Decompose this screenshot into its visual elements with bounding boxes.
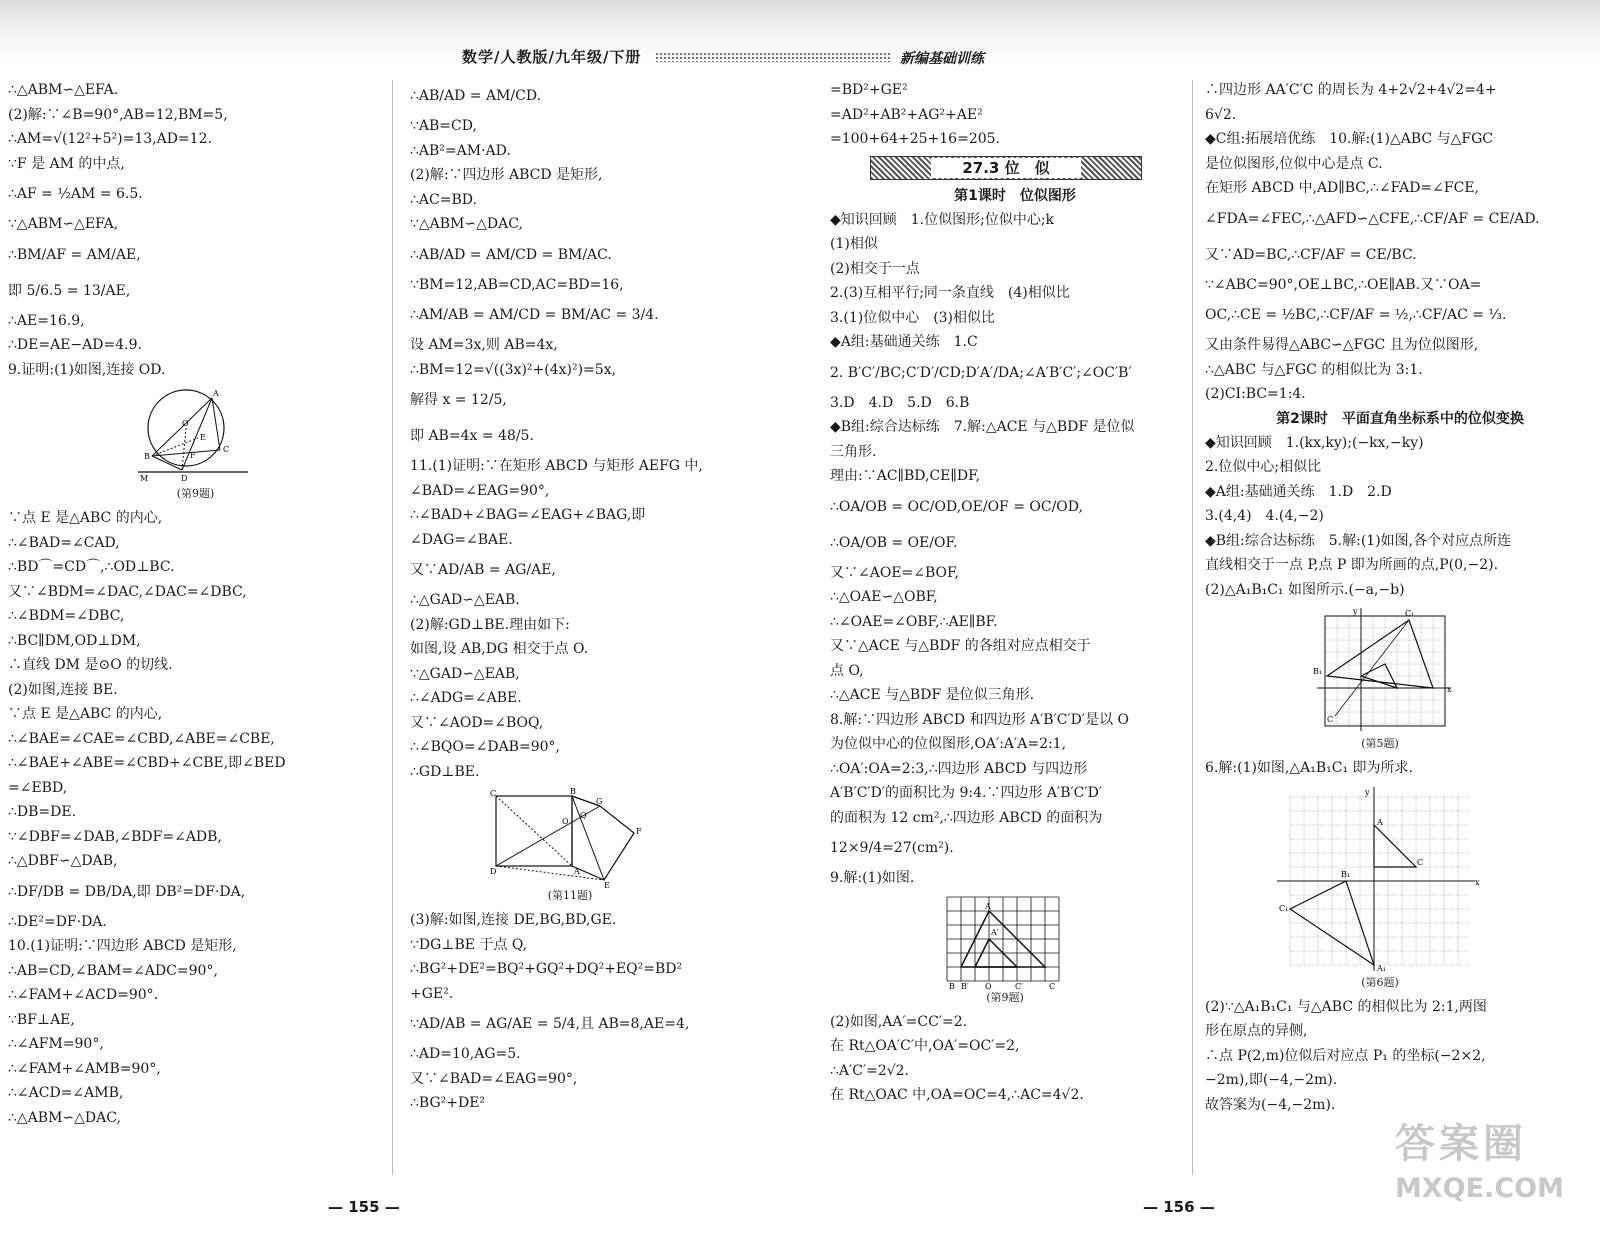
text-line: ∴∠BQO=∠DAB=90°, bbox=[410, 739, 560, 755]
text-line: ∴GD⊥BE. bbox=[410, 763, 480, 780]
svg-text:C: C bbox=[1049, 981, 1056, 990]
svg-text:A: A bbox=[574, 867, 580, 876]
svg-text:C′: C′ bbox=[1015, 981, 1023, 990]
column-3 bbox=[830, 78, 1200, 1108]
svg-text:Q: Q bbox=[580, 811, 587, 820]
svg-text:A′: A′ bbox=[991, 927, 999, 937]
text-line: ∴∠BDM=∠DBC, bbox=[8, 608, 125, 624]
text-line: ∴AF = ½AM = 6.5. bbox=[8, 186, 143, 202]
svg-text:B: B bbox=[144, 452, 150, 461]
text-line: 6√2. bbox=[1205, 106, 1237, 123]
text-line: ∠FDA=∠FEC,∴△AFD∽△CFE,∴CF/AF = CE/AD. bbox=[1205, 210, 1540, 227]
text-line: ∴BC∥DM,OD⊥DM, bbox=[8, 632, 141, 649]
svg-text:y: y bbox=[1365, 787, 1370, 797]
svg-text:F: F bbox=[190, 451, 196, 460]
text-line: (3)解:如图,连接 DE,BG,BD,GE. bbox=[410, 912, 617, 928]
text-line: ∴∠FAM+∠AMB=90°, bbox=[8, 1060, 161, 1077]
text-line: ∴BG²+DE²=BQ²+GQ²+DQ²+EQ²=BD² bbox=[410, 961, 683, 977]
text-line: 9.解:(1)如图. bbox=[830, 870, 915, 886]
text-line: 解得 x = 12/5, bbox=[410, 392, 507, 408]
text-line: 又∵∠BDM=∠DAC,∠DAC=∠DBC, bbox=[8, 583, 247, 600]
text-line: 点 O, bbox=[830, 662, 864, 679]
text-line: ∴AD=10,AG=5. bbox=[410, 1046, 521, 1062]
text-line: (2)如图,连接 BE. bbox=[8, 681, 118, 698]
column-divider bbox=[392, 80, 393, 1175]
svg-text:O: O bbox=[562, 817, 569, 826]
text-line: ∴∠BAE=∠CAE=∠CBD,∠ABE=∠CBE, bbox=[8, 730, 275, 747]
text-line: (2)解:∵∠B=90°,AB=12,BM=5, bbox=[8, 106, 228, 123]
text-line: ∵点 E 是△ABC 的内心, bbox=[8, 510, 163, 526]
text-line: 又∵∠BAD=∠EAG=90°, bbox=[410, 1070, 578, 1087]
lesson-subtitle-2: 第2课时 平面直角坐标系中的位似变换 bbox=[1276, 410, 1524, 427]
text-line: 6.解:(1)如图,△A₁B₁C₁ 即为所求. bbox=[1205, 760, 1413, 776]
text-line: (2)解:∵四边形 ABCD 是矩形, bbox=[410, 167, 603, 183]
text-line: ∵BF⊥AE, bbox=[8, 1011, 75, 1028]
text-line: ∴点 P(2,m)位似后对应点 P₁ 的坐标(−2×2, bbox=[1205, 1047, 1486, 1064]
text-line: =∠EBD, bbox=[8, 779, 68, 796]
svg-text:C: C bbox=[223, 445, 230, 454]
text-line: OC,∴CE = ½BC,∴CF/AF = ½,∴CF/AC = ⅓. bbox=[1205, 307, 1507, 323]
text-line: ◆A组:基础通关练 1.C bbox=[830, 334, 978, 350]
text-line: 又由条件易得△ABC∽△FGC 且为位似图形, bbox=[1205, 337, 1479, 353]
text-line: ◆B组:综合达标练 5.解:(1)如图,各个对应点所连 bbox=[1205, 532, 1512, 549]
text-line: 形在原点的异侧, bbox=[1205, 1023, 1308, 1039]
svg-text:M: M bbox=[140, 474, 149, 483]
svg-text:E: E bbox=[604, 881, 610, 888]
svg-text:C: C bbox=[490, 789, 497, 798]
column-1 bbox=[8, 78, 368, 1130]
figure-caption: (第5题) bbox=[1361, 737, 1399, 750]
text-line: 3.(1)位似中心 (3)相似比 bbox=[830, 309, 996, 326]
svg-text:O: O bbox=[985, 981, 992, 990]
text-line: ∴∠BAD+∠BAG=∠EAG+∠BAG,即 bbox=[410, 507, 646, 523]
text-line: ∴BM=12=√((3x)²+(4x)²)=5x, bbox=[410, 361, 617, 378]
text-line: ∴BM/AF = AM/AE, bbox=[8, 246, 141, 263]
text-line: ∴∠OAE=∠OBF,∴AE∥BF. bbox=[830, 613, 998, 630]
text-line: ∴AC=BD. bbox=[410, 191, 477, 208]
text-line: ∴∠BAD=∠CAD, bbox=[8, 534, 120, 551]
header-title: 数学/人教版/九年级/下册 bbox=[462, 48, 642, 66]
text-line: ◆C组:拓展培优练 10.解:(1)△ABC 与△FGC bbox=[1205, 131, 1493, 147]
text-line: 即 5/6.5 = 13/AE, bbox=[8, 282, 131, 299]
text-line: ∴△GAD∽△EAB. bbox=[410, 592, 520, 608]
text-line: 理由:∵AC∥BD,CE∥DF, bbox=[830, 468, 981, 484]
svg-text:C: C bbox=[1417, 857, 1424, 867]
text-line: ∴AB=CD,∠BAM=∠ADC=90°, bbox=[8, 962, 218, 979]
svg-text:A₁: A₁ bbox=[1377, 963, 1386, 973]
text-line: ∠BAD=∠EAG=90°, bbox=[410, 482, 550, 499]
column-4 bbox=[1205, 78, 1595, 1117]
svg-text:B₁: B₁ bbox=[1313, 667, 1323, 676]
text-line: 9.证明:(1)如图,连接 OD. bbox=[8, 361, 166, 378]
text-line: A′B′C′D′的面积比为 9:4.∵四边形 A′B′C′D′ bbox=[830, 785, 1102, 801]
text-line: 如图,设 AB,DG 相交于点 O. bbox=[410, 641, 589, 657]
text-line: ∵△GAD∽△EAB, bbox=[410, 665, 520, 682]
text-line: =100+64+25+16=205. bbox=[830, 131, 1000, 147]
text-line: 11.(1)证明:∵在矩形 ABCD 与矩形 AEFG 中, bbox=[410, 458, 703, 474]
text-line: ∴∠AFM=90°, bbox=[8, 1036, 104, 1052]
watermark-logo bbox=[1395, 1112, 1595, 1237]
text-line: ∴∠FAM+∠ACD=90°. bbox=[8, 987, 159, 1003]
text-line: 2.位似中心;相似比 bbox=[1205, 459, 1322, 475]
text-line: 的面积为 12 cm²,∴四边形 ABCD 的面积为 bbox=[830, 809, 1103, 826]
column-2 bbox=[410, 78, 785, 1116]
text-line: 设 AM=3x,则 AB=4x, bbox=[410, 337, 558, 353]
text-line: 在 Rt△OA′C′中,OA′=OC′=2, bbox=[830, 1038, 1020, 1054]
svg-text:A: A bbox=[213, 389, 219, 398]
text-line: ∴OA/OB = OC/OD,OE/OF = OC/OD, bbox=[830, 498, 1083, 515]
figure-caption: (第11题) bbox=[547, 889, 593, 902]
watermark-url: MXQE.COM bbox=[1395, 1173, 1564, 1204]
text-line: ∴AB/AD = AM/CD. bbox=[410, 88, 542, 104]
text-line: 12×9/4=27(cm²). bbox=[830, 840, 954, 856]
text-line: (2)如图,AA′=CC′=2. bbox=[830, 1013, 968, 1030]
text-line: ∵F 是 AM 的中点, bbox=[8, 155, 125, 172]
text-line: ∴△ABC 与△FGC 的相似比为 3:1. bbox=[1205, 361, 1423, 378]
text-line: ∠DAG=∠BAE. bbox=[410, 531, 513, 548]
section-title-box bbox=[870, 156, 1142, 180]
svg-text:G: G bbox=[596, 797, 603, 806]
text-line: ∵DG⊥BE 于点 Q, bbox=[410, 936, 528, 953]
svg-text:A: A bbox=[985, 901, 991, 911]
text-line: ∴△ABM∽△DAC, bbox=[8, 1109, 121, 1126]
text-line: (2)△A₁B₁C₁ 如图所示.(−a,−b) bbox=[1205, 581, 1405, 598]
text-line: ◆A组:基础通关练 1.D 2.D bbox=[1205, 483, 1392, 500]
svg-text:D: D bbox=[181, 474, 188, 483]
header-brand: 新编基础训练 bbox=[900, 51, 984, 67]
text-line: ∴△OAE∽△OBF, bbox=[830, 589, 938, 605]
text-line: (2)解:GD⊥BE.理由如下: bbox=[410, 616, 570, 633]
page-number-left: — 155 — bbox=[328, 1198, 400, 1216]
text-line: 三角形. bbox=[830, 443, 877, 460]
text-line: ∴AB/AD = AM/CD = BM/AC. bbox=[410, 246, 612, 263]
watermark-text: 答案圈 bbox=[1395, 1121, 1527, 1167]
svg-text:F: F bbox=[636, 827, 642, 836]
text-line: ∴BG²+DE² bbox=[410, 1095, 486, 1111]
text-line: 3.(4,4) 4.(4,−2) bbox=[1205, 508, 1324, 524]
text-line: ∵∠DBF=∠DAB,∠BDF=∠ADB, bbox=[8, 828, 222, 845]
figure-caption: (第6题) bbox=[1361, 975, 1399, 989]
text-line: ∴四边形 AA′C′C 的周长为 4+2√2+4√2=4+ bbox=[1205, 82, 1497, 98]
text-line: ∴DB=DE. bbox=[8, 804, 77, 820]
text-line: 8.解:∵四边形 ABCD 和四边形 A′B′C′D′是以 O bbox=[830, 711, 1129, 728]
svg-text:C: C bbox=[1327, 715, 1334, 724]
text-line: ∴∠ADG=∠ABE. bbox=[410, 690, 522, 706]
text-line: ∴DE=AE−AD=4.9. bbox=[8, 337, 142, 353]
svg-text:B₁: B₁ bbox=[1341, 869, 1351, 879]
header-dot-pattern bbox=[655, 52, 890, 62]
text-line: (2)CI:BC=1:4. bbox=[1205, 386, 1306, 402]
coordinate-grid-6 bbox=[1275, 785, 1485, 975]
text-line: ∴△ACE 与△BDF 是位似三角形. bbox=[830, 687, 1035, 703]
text-line: ∵AB=CD, bbox=[410, 118, 477, 134]
svg-text:E: E bbox=[200, 433, 206, 442]
svg-text:B: B bbox=[570, 788, 576, 796]
text-line: ∴OA/OB = OE/OF. bbox=[830, 534, 958, 551]
text-line: ∴∠ACD=∠AMB, bbox=[8, 1085, 124, 1101]
text-line: 又∵△ACE 与△BDF 的各组对应点相交于 bbox=[830, 638, 1091, 654]
text-line: +GE². bbox=[410, 985, 454, 1002]
text-line: ∴OA′:OA=2:3,∴四边形 ABCD 与四边形 bbox=[830, 760, 1088, 777]
text-line: 又∵∠AOE=∠BOF, bbox=[830, 564, 960, 581]
text-line: ∴直线 DM 是⊙O 的切线. bbox=[8, 657, 173, 673]
svg-text:D: D bbox=[490, 867, 497, 876]
rectangle-diagram bbox=[490, 788, 650, 888]
svg-text:y: y bbox=[1353, 607, 1358, 616]
text-line: 是位似图形,位似中心是点 C. bbox=[1205, 155, 1383, 172]
text-line: ∴DE²=DF·DA. bbox=[8, 913, 107, 930]
svg-text:C₁: C₁ bbox=[1405, 609, 1415, 618]
text-line: ∴A′C′=2√2. bbox=[830, 1062, 910, 1079]
text-line: 故答案为(−4,−2m). bbox=[1205, 1096, 1336, 1113]
text-line: 在 Rt△OAC 中,OA=OC=4,∴AC=4√2. bbox=[830, 1087, 1084, 1103]
text-line: 又∵AD/AB = AG/AE, bbox=[410, 562, 556, 578]
text-line: 即 AB=4x = 48/5. bbox=[410, 428, 534, 444]
text-line: 10.(1)证明:∵四边形 ABCD 是矩形, bbox=[8, 938, 237, 954]
figure-9-grid bbox=[945, 895, 1200, 1006]
figure-caption: (第9题) bbox=[986, 990, 1024, 1004]
text-line: ∵△ABM∽△DAC, bbox=[410, 216, 523, 232]
figure-9-circle bbox=[138, 386, 368, 502]
text-line: 在矩形 ABCD 中,AD∥BC,∴∠FAD=∠FCE, bbox=[1205, 180, 1479, 196]
text-line: 又∵∠AOD=∠BOQ, bbox=[410, 714, 544, 731]
figure-5-coordinate-grid bbox=[1305, 606, 1595, 752]
svg-text:B: B bbox=[949, 981, 955, 990]
text-line: ∴AB²=AM·AD. bbox=[410, 142, 511, 159]
text-line: ∴BD⌒=CD⌒,∴OD⊥BC. bbox=[8, 559, 175, 575]
text-line: 3.D 4.D 5.D 6.B bbox=[830, 394, 970, 411]
text-line: ∴△DBF∽△DAB, bbox=[8, 853, 118, 869]
svg-text:x: x bbox=[1447, 685, 1452, 694]
text-line: ∴AM=√(12²+5²)=13,AD=12. bbox=[8, 131, 212, 147]
text-line: =BD²+GE² bbox=[830, 82, 908, 98]
svg-text:B′: B′ bbox=[961, 981, 969, 990]
figure-caption: (第9题) bbox=[176, 487, 215, 500]
text-line: ◆B组:综合达标练 7.解:△ACE 与△BDF 是位似 bbox=[830, 419, 1135, 435]
text-line: =AD²+AB²+AG²+AE² bbox=[830, 106, 983, 123]
circle-diagram bbox=[138, 386, 253, 486]
page-header bbox=[0, 0, 1600, 70]
text-line: ∵BM=12,AB=CD,AC=BD=16, bbox=[410, 276, 624, 293]
text-line: ∴△ABM∽△EFA. bbox=[8, 82, 119, 98]
text-line: ◆知识回顾 1.位似图形;位似中心;k bbox=[830, 211, 1055, 228]
svg-text:A: A bbox=[1377, 817, 1383, 827]
text-line: (2)相交于一点 bbox=[830, 260, 920, 277]
text-line: 为位似中心的位似图形,OA′:A′A=2:1, bbox=[830, 736, 1067, 752]
text-line: ∴AM/AB = AM/CD = BM/AC = 3/4. bbox=[410, 307, 659, 323]
text-line: ∵∠ABC=90°,OE⊥BC,∴OE∥AB.又∵OA= bbox=[1205, 276, 1482, 293]
text-line: (2)∵△A₁B₁C₁ 与△ABC 的相似比为 2:1,两图 bbox=[1205, 998, 1487, 1015]
text-line: ∴DF/DB = DB/DA,即 DB²=DF·DA, bbox=[8, 883, 246, 900]
text-line: 2. B′C′/BC;C′D′/CD;D′A′/DA;∠A′B′C′;∠OC′B′ bbox=[830, 364, 1132, 381]
svg-text:O: O bbox=[182, 419, 189, 428]
text-line: 2.(3)互相平行;同一条直线 (4)相似比 bbox=[830, 285, 1070, 301]
figure-11-rectangles bbox=[490, 788, 785, 904]
text-line: ∴AE=16.9, bbox=[8, 312, 85, 329]
page-number-right: — 156 — bbox=[1143, 1198, 1215, 1216]
coordinate-grid-5 bbox=[1305, 606, 1455, 736]
text-line: 又∵AD=BC,∴CF/AF = CE/BC. bbox=[1205, 246, 1417, 263]
text-line: (1)相似 bbox=[830, 236, 878, 252]
text-line: ∵AD/AB = AG/AE = 5/4,且 AB=8,AE=4, bbox=[410, 1016, 690, 1032]
text-line: ◆知识回顾 1.(kx,ky);(−kx,−ky) bbox=[1205, 434, 1424, 451]
text-line: −2m),即(−4,−2m). bbox=[1205, 1072, 1338, 1088]
lesson-subtitle: 第1课时 位似图形 bbox=[954, 187, 1076, 204]
svg-text:C₁: C₁ bbox=[1279, 903, 1289, 913]
section-title: 27.3 位 似 bbox=[931, 158, 1081, 178]
grid-diagram bbox=[945, 895, 1065, 990]
figure-6-coordinate-grid bbox=[1275, 785, 1595, 991]
text-line: ∵点 E 是△ABC 的内心, bbox=[8, 706, 163, 722]
text-line: 直线相交于一点 P,点 P 即为所画的点,P(0,−2). bbox=[1205, 557, 1499, 573]
svg-text:x: x bbox=[1475, 877, 1480, 887]
text-line: ∵△ABM∽△EFA, bbox=[8, 216, 119, 232]
text-line: ∴∠BAE+∠ABE=∠CBD+∠CBE,即∠BED bbox=[8, 755, 286, 771]
